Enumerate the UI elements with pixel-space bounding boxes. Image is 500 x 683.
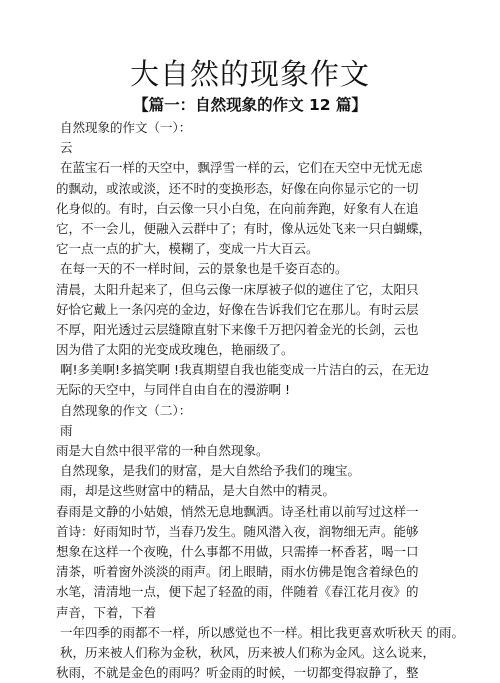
text-line: 一年四季的雨都不一样，所以感觉也不一样。相比我更喜欢听秋天 的雨。 — [60, 624, 464, 640]
text-line: 它一点一点的扩大，模糊了，变成一片大百云。 — [56, 241, 319, 257]
text-line: 在蓝宝石一样的天空中，飘浮雪一样的云，它们在天空中无忧无虑 — [60, 160, 423, 176]
essay-heading-2: 自然现象的作文（二）： — [60, 402, 192, 418]
text-line: 好恰它戴上一条闪亮的金边，好像在告诉我们它在那儿。有时云层 — [56, 301, 419, 317]
text-line: 雨，却是这些财富中的精品，是大自然中的精灵。 — [60, 483, 336, 499]
text-line: 因为借了太阳的光变成玫瑰色，艳丽级了。 — [56, 342, 294, 358]
essay-subheading: 雨 — [60, 422, 73, 438]
text-line: 秋，历来被人们称为金秋，秋风，历来被人们称为金风。这么说来， — [60, 644, 436, 660]
text-line: 声音，下着，下着 — [56, 604, 157, 620]
text-line: 它，不一会儿，便融入云群中了；有时，像从远处飞来一只白蝴蝶， — [56, 220, 432, 236]
text-line: 清茶，听着窗外淡淡的雨声。闭上眼睛，雨水仿佛是饱含着绿色的 — [56, 564, 419, 580]
text-line: 化身似的。有时，白云像一只小白兔，在向前奔跑，好象有人在追 — [56, 200, 419, 216]
text-line: 啊!多美啊!多搞笑啊 !我真期望自我也能变成一片洁白的云，在无边 — [60, 362, 430, 378]
text-line: 自然现象，是我们的财富，是大自然给予我们的瑰宝。 — [60, 463, 361, 479]
text-line: 首诗：好雨知时节，当春乃发生。随风潜入夜，润物细无声。能够 — [56, 523, 419, 539]
document-body — [56, 118, 476, 683]
essay-subheading: 云 — [60, 140, 73, 156]
document-title: 大自然的现象作文 — [129, 57, 370, 91]
text-line: 在每一天的不一样时间，云的景象也是千姿百态的。 — [60, 261, 348, 277]
text-line: 水笔，清清地一点，便下起了轻盈的雨，伴随着《春江花月夜》的 — [56, 584, 419, 600]
text-line: 清晨，太阳升起来了，但乌云像一床厚被子似的遮住了它，太阳只 — [56, 281, 419, 297]
text-line: 无际的天空中，与同伴自由自在的漫游啊 ! — [56, 382, 290, 398]
section-heading: 【篇一：自然现象的作文 12 篇】 — [133, 96, 367, 114]
text-line: 想象在这样一个夜晚，什么事都不用做，只需捧一杯香茗，喝一口 — [56, 543, 419, 559]
text-line: 春雨是文静的小姑娘，悄然无息地飘洒。诗圣杜甫以前写过这样一 — [56, 503, 419, 519]
text-line: 秋雨，不就是金色的雨吗？听金雨的时候，一切都变得寂静了，整 — [56, 665, 419, 681]
text-line: 不厚，阳光透过云层缝隙直射下来像千万把闪着金光的长剑，云也 — [56, 321, 419, 337]
essay-heading-1: 自然现象的作文（一）： — [60, 120, 192, 135]
text-line: 的飘动，或浓或淡，还不时的变换形态，好像在向你显示它的一切 — [56, 180, 419, 196]
text-line: 雨是大自然中很平常的一种自然现象。 — [56, 443, 269, 458]
